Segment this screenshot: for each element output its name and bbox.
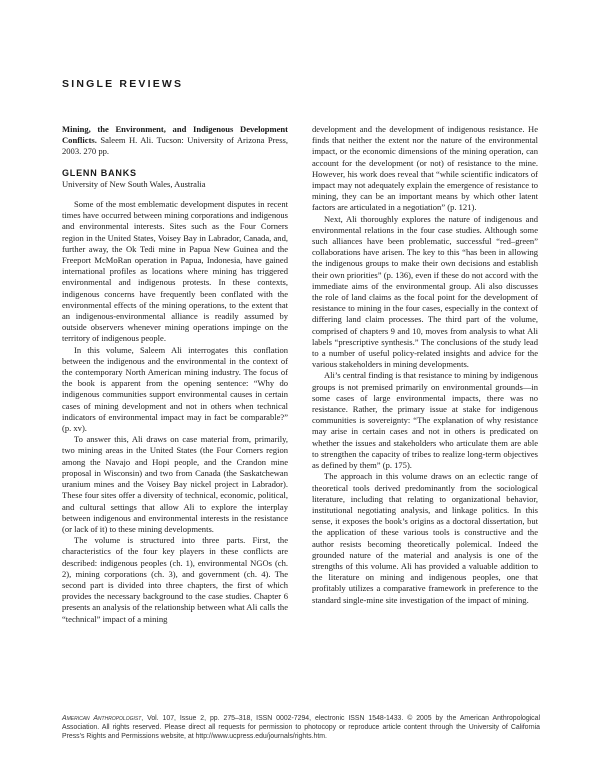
book-title: Mining, the Environment, and Indigenous Development Conflicts.	[62, 124, 288, 146]
body-paragraph: Some of the most emblematic development disputes in recent times have occurred between mining corporations and indigenous and environmental interests. Sites such as the Four Corners region in the United States, Voisey Bay in Labrador, Canada, and, further away, the Ok Tedi mine in Papua New Guinea and the Freeport McMoRan operation in Papua, Indonesia, have gained international profiles as locations where mining has triggered environmental and indigenous protests. In these contexts, indigenous concerns have frequently been conflated with the environmental effects of the mining operations, to the extent that an indigenous-environmental alliance is readily assumed by outside observers whenever mining operations impinge on the territory of indigenous people.	[62, 199, 288, 344]
body-paragraph: The volume is structured into three parts. First, the characteristics of the four key players in these conflicts are described: indigenous peoples (ch. 1), environmental NGOs (ch. 2), mining corporations (ch. 3), and government (ch. 4). The second part is divided into three chapters, the first of which provides the necessary background to the case studies. Chapter 6 presents an analysis of the relationship between what Ali calls the “technical” impact of a mining	[62, 535, 288, 624]
body-paragraph: Ali’s central finding is that resistance to mining by indigenous groups is not premised primarily on environmental grounds—in some cases of large environmental impacts, there was no resistance. Rather, the primary issue at stake for indigenous communities is sovereignty: “The explanation of why resistance may arise in certain cases and not in others is predicated on whether the issues and stakeholders who articulate them are able to strengthen the capacity of tribes to realize long-term objectives as defined by them” (p. 175).	[312, 370, 538, 471]
body-paragraph: In this volume, Saleem Ali interrogates this conflation between the indigenous and the environmental in the context of the contemporary North American mining industry. The focus of the book is apparent from the opening sentence: “Why do indigenous communities support environmental causes in certain cases of mining development and not in others when technical indicators of environmental impact may in fact be comparable?” (p. xv).	[62, 344, 288, 434]
reviewer-name: GLENN BANKS	[62, 167, 137, 178]
footer-text: , Vol. 107, Issue 2, pp. 275–318, ISSN 0002-7294, electronic ISSN 1548-1433. © 2005 by the American Anthropological Association. All rights reserved. Please direct all requests for permission to photocopy or reproduce article content through the University of California Press’s Rights and Permissions website, at http://www.ucpress.edu/journals/rights.htm.	[62, 715, 540, 741]
section-title: SINGLE REVIEWS	[62, 78, 184, 90]
left-column	[62, 124, 288, 625]
body-paragraph: To answer this, Ali draws on case material from, primarily, two mining areas in the United States (the Four Corners region among the Navajo and Hopi people, and the Crandon mine proposal in Wisconsin) and two from Canada (the Saskatchewan uranium mines and the Voisey Bay nickel project in Labrador). These four sites offer a diversity of technical, economic, political, and cultural settings that allow Ali to explore the interplay between indigenous and environmental interests in the resistance (or lack of it) to these mining developments.	[62, 434, 288, 534]
book-citation	[62, 124, 288, 158]
publication-details: Saleem H. Ali. Tucson: University of Arizona Press, 2003. 270 pp.	[62, 135, 289, 157]
body-paragraph: The approach in this volume draws on an eclectic range of theoretical tools derived predominantly from the sociological literature, including that relating to organizational behavior, institutional negotiating analysis, and linkage politics. In this sense, it exposes the book’s origins as a doctoral dissertation, but the application of these various tools is constructive and the author resists becoming theoretically polemical. Indeed the grounded nature of the material and analysis is one of the strengths of this volume. Ali has provided a valuable addition to the literature on mining and indigenous peoples, one that profitably utilizes a comparative framework in preference to the standard single-mine site investigation of the impact of mining.	[312, 471, 538, 605]
right-column	[312, 124, 538, 606]
journal-name: American Anthropologist	[62, 715, 142, 722]
page-footer	[62, 714, 540, 742]
reviewer-affiliation: University of New South Wales, Australia	[62, 178, 206, 189]
body-paragraph: Next, Ali thoroughly explores the nature of indigenous and environmental relations in the four case studies. Although some such alliances have been problematic, successful “red–green” collaborations have arisen. The key to this “has been in allowing the indigenous groups to make their own decisions and establish their own priorities” (p. 136), even if these do not accord with the immediate aims of the environmental group. Ali also discusses the role of land claims as the focal point for the development of resistance to mining in the four cases, especially in the context of differing land claim processes. The third part of the volume, comprised of chapters 9 and 10, moves from analysis to what Ali labels “prescriptive synthesis.” The conclusions of the study lead to a number of useful policy-related insights and advice for the various stakeholders in mining developments.	[312, 213, 538, 370]
body-paragraph: development and the development of indigenous resistance. He finds that neither the extent nor the nature of the environmental impact, or the economic dimensions of the mining operation, can account for the development (or not) of resistance to the mine. However, his work does reveal that “while scientific indicators of impact may not adequately explain the emergence of resistance to mining, they can be an important means by which other latent factors are articulated in a negotiation” (p. 121).	[312, 124, 538, 213]
